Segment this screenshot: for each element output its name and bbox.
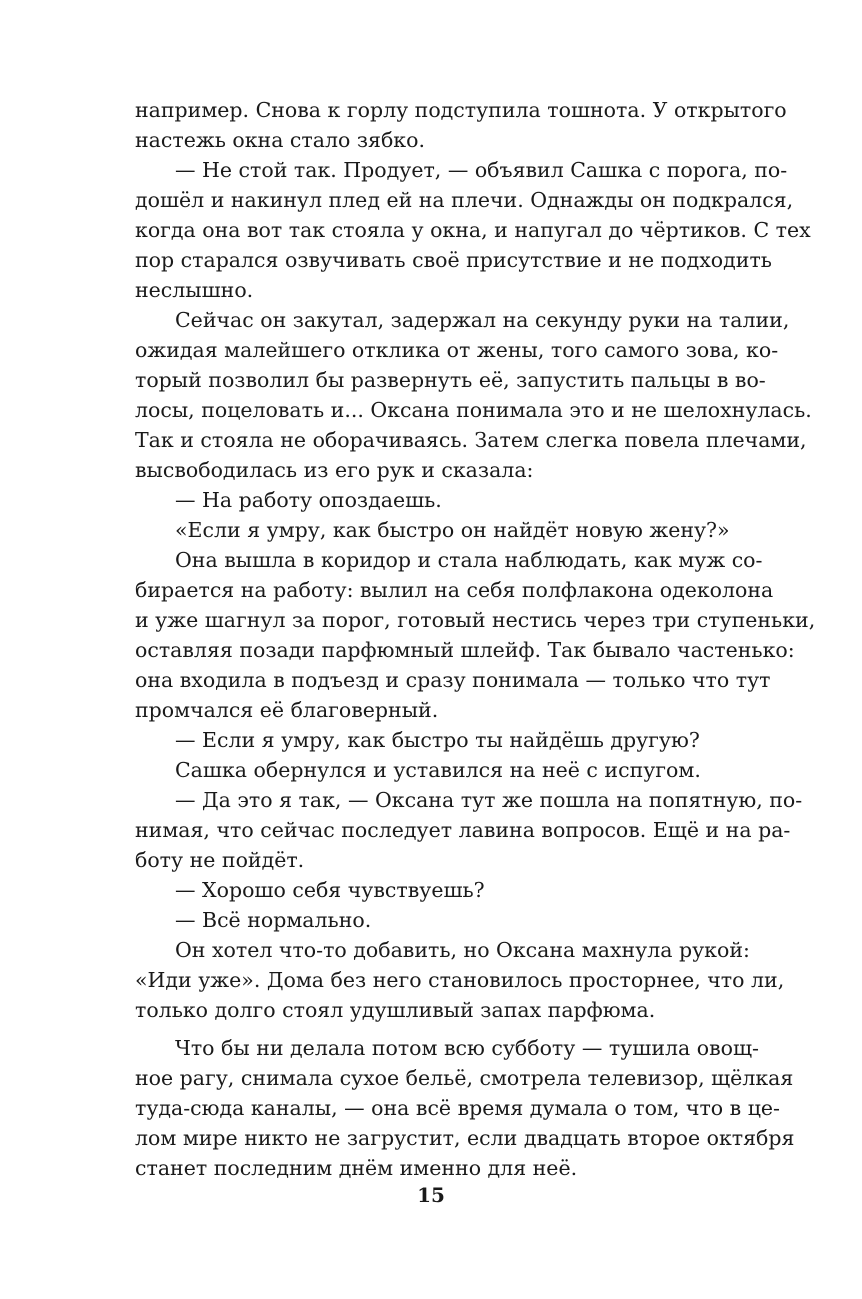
text-line: — На работу опоздаешь.: [175, 488, 442, 512]
text-line: высвободилась из его рук и сказала:: [135, 458, 534, 482]
text-line: Сашка обернулся и уставился на неё с испугом.: [175, 758, 701, 782]
text-line: промчался её благоверный.: [135, 698, 439, 722]
text-line: настежь окна стало зябко.: [135, 128, 425, 152]
text-line: — Если я умру, как быстро ты найдёшь другую?: [175, 728, 700, 752]
text-line: неслышно.: [135, 278, 254, 302]
text-line: она входила в подъезд и сразу понимала — только что тут: [135, 668, 771, 692]
text-line: ное рагу, снимала сухое бельё, смотрела телевизор, щёлкая: [135, 1066, 794, 1090]
text-line: Он хотел что-то добавить, но Оксана махнула рукой:: [175, 938, 750, 962]
text-line: только долго стоял удушливый запах парфюма.: [135, 998, 656, 1022]
text-line: когда она вот так стояла у окна, и напугал до чёртиков. С тех: [135, 218, 811, 242]
text-line: ожидая малейшего отклика от жены, того самого зова, ко-: [135, 338, 779, 362]
text-line: туда-сюда каналы, — она всё время думала о том, что в це-: [135, 1096, 780, 1120]
text-line: — Всё нормально.: [175, 908, 372, 932]
text-line: станет последним днём именно для неё.: [135, 1156, 578, 1180]
text-line: боту не пойдёт.: [135, 848, 305, 872]
text-line: Она вышла в коридор и стала наблюдать, как муж со-: [175, 548, 763, 572]
text-line: пор старался озвучивать своё присутствие и не подходить: [135, 248, 772, 272]
text-line: Сейчас он закутал, задержал на секунду руки на талии,: [175, 308, 790, 332]
text-line: и уже шагнул за порог, готовый нестись через три ступеньки,: [135, 608, 816, 632]
text-line: бирается на работу: вылил на себя полфлакона одеколона: [135, 578, 774, 602]
text-line: торый позволил бы развернуть её, запустить пальцы в во-: [135, 368, 766, 392]
text-line: Что бы ни делала потом всю субботу — тушила овощ-: [175, 1036, 759, 1060]
text-line: «Если я умру, как быстро он найдёт новую жену?»: [175, 518, 730, 542]
text-line: «Иди уже». Дома без него становилось просторнее, что ли,: [135, 968, 785, 992]
text-line: оставляя позади парфюмный шлейф. Так бывало частенько:: [135, 638, 795, 662]
text-line: — Хорошо себя чувствуешь?: [175, 878, 485, 902]
text-line: — Не стой так. Продует, — объявил Сашка с порога, по-: [175, 158, 788, 182]
text-line: Так и стояла не оборачиваясь. Затем слегка повела плечами,: [135, 428, 807, 452]
text-line: дошёл и накинул плед ей на плечи. Однажды он подкрался,: [135, 188, 794, 212]
text-line: например. Снова к горлу подступила тошнота. У открытого: [135, 98, 787, 122]
text-line: — Да это я так, — Оксана тут же пошла на попятную, по-: [175, 788, 803, 812]
text-line: лом мире никто не загрустит, если двадцать второе октября: [135, 1126, 795, 1150]
page-number: 15: [417, 1183, 445, 1207]
text-line: нимая, что сейчас последует лавина вопросов. Ещё и на ра-: [135, 818, 791, 842]
text-line: лосы, поцеловать и... Оксана понимала это и не шелохнулась.: [135, 398, 812, 422]
